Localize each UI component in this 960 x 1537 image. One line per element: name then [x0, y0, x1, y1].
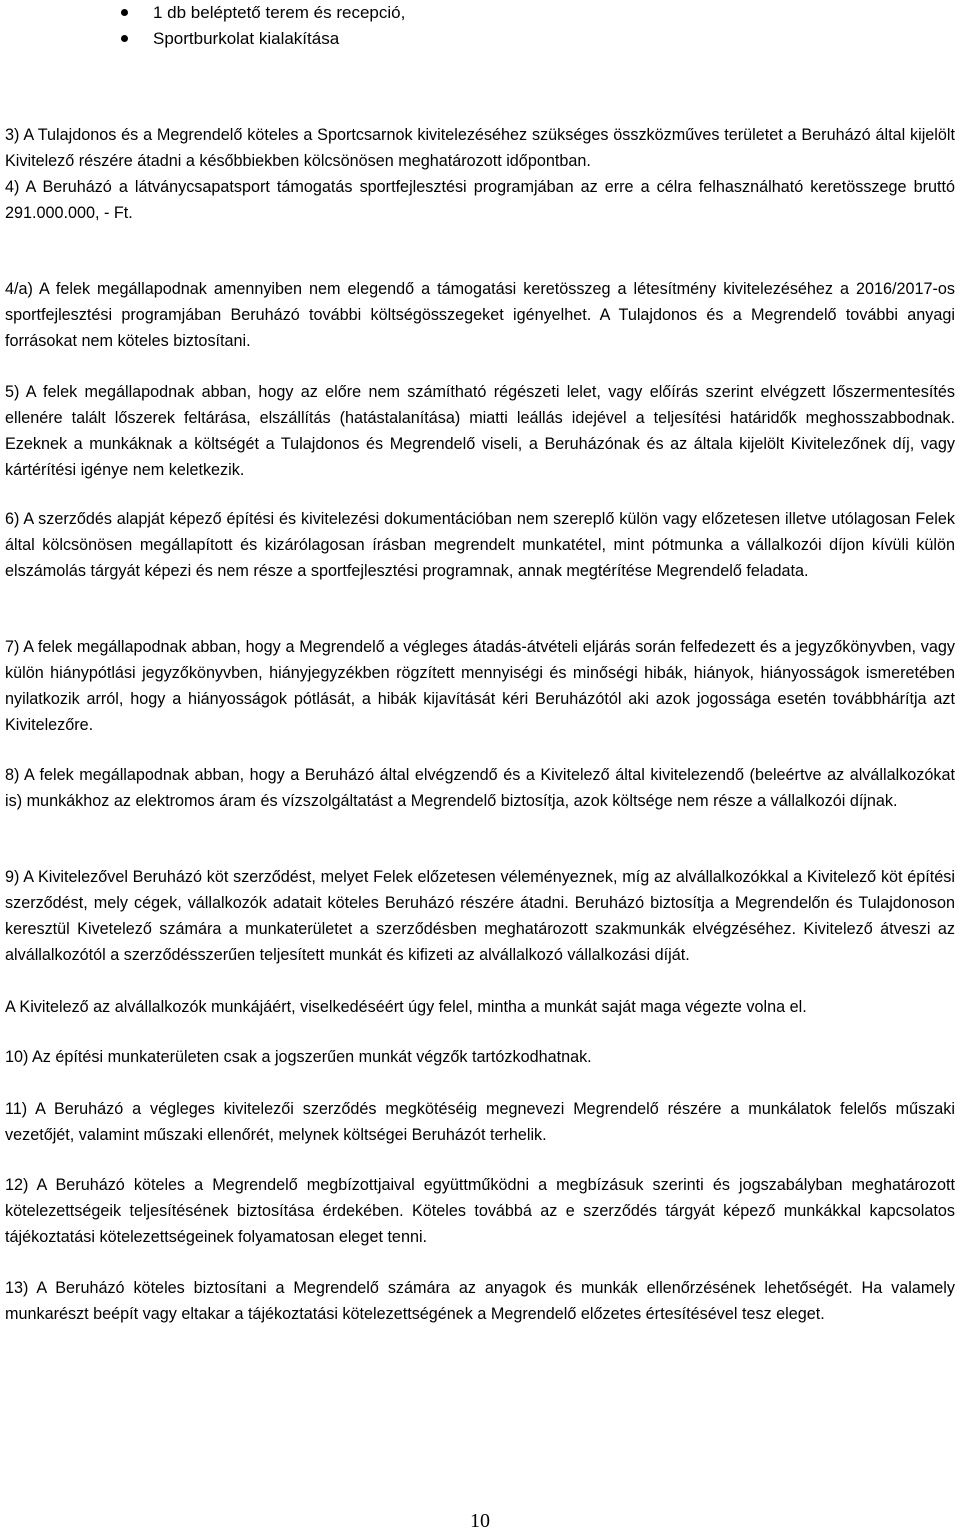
paragraph-12: 12) A Beruházó köteles a Megrendelő megbízottjaival együttműködni a megbízásuk szerinti és jogszabályban meghatározott kötelezettségeik teljesítésének biztosítása érdekében. Köteles továbbá az e szerződés tárgyát képező munkákkal kapcsolatos tájékoztatási kötelezettségeinek folyamatosan eleget tenni.: [5, 1176, 955, 1246]
paragraph-4a: 4/a) A felek megállapodnak amennyiben nem elegendő a támogatási keretösszeg a létesítmény kivitelezéséhez a 2016/2017-os sportfejlesztési programjában Beruházó további költségösszegeket igényelhet. A Tulajdonos és a Megrendelő további anyagi forrásokat nem köteles biztosítani.: [5, 280, 955, 350]
list-item: [5, 0, 955, 26]
list-item-text: Sportburkolat kialakítása: [153, 29, 340, 48]
list-item-text: 1 db beléptető terem és recepció,: [153, 3, 406, 22]
paragraph-10: 10) Az építési munkaterületen csak a jogszerűen munkát végzők tartózkodhatnak.: [5, 1048, 592, 1066]
paragraph-5: 5) A felek megállapodnak abban, hogy az előre nem számítható régészeti lelet, vagy előírás szerint elvégzett lőszermentesítés ellenére talált lőszerek feltárása, elszállítás (hatástalanítása) miatti leállás idejével a teljesítési határidők meghosszabbodnak. Ezeknek a munkáknak a költségét a Tulajdonos és Megrendelő viseli, a Beruházónak és az általa kijelölt Kivitelezőnek díj, vagy kártérítési igénye nem keletkezik.: [5, 383, 955, 479]
bullet-list: [5, 0, 955, 52]
paragraph-13: 13) A Beruházó köteles biztosítani a Megrendelő számára az anyagok és munkák ellenőrzésének lehetőségét. Ha valamely munkarészt beépít vagy eltakar a tájékoztatási kötelezettségének a Megrendelő előzetes értesítésével tesz eleget.: [5, 1279, 955, 1323]
paragraph-8: 8) A felek megállapodnak abban, hogy a Beruházó által elvégzendő és a Kivitelező által kivitelezendő (beleértve az alvállalkozókat is) munkákhoz az elektromos áram és vízszolgáltatást a Megrendelő biztosítja, azok költsége nem része a vállalkozói díjnak.: [5, 766, 955, 810]
page-number: 10: [470, 1510, 490, 1532]
paragraph-9: 9) A Kivitelezővel Beruházó köt szerződést, melyet Felek előzetesen véleményeznek, míg az alvállalkozókkal a Kivitelező köt építési szerződést, mely cégek, vállalkozók adatait köteles Beruházó részére átadni. Beruházó biztosítja a Megrendelőn és Tulajdonoson keresztül Kivetelező számára a munkaterületet a szerződésben meghatározott szakmunkák elvégzéséhez. Kivitelező átveszi az alvállalkozótól a szerződésszerűen teljesített munkát és kifizeti az alvállalkozó vállalkozási díját.: [5, 868, 955, 964]
bullet-icon: [121, 35, 128, 42]
paragraph-4: 4) A Beruházó a látványcsapatsport támogatás sportfejlesztési programjában az erre a célra felhasználható keretösszege bruttó 291.000.000, - Ft.: [5, 178, 955, 222]
bullet-icon: [121, 9, 128, 16]
list-item: [5, 26, 955, 52]
paragraph-7: 7) A felek megállapodnak abban, hogy a Megrendelő a végleges átadás-átvételi eljárás során felfedezett és a jegyzőkönyvben, vagy külön hiánypótlási jegyzőkönyvben, hiányjegyzékben rögzített mennyiségi és minőségi hibák, hiányok, hiányosságok ismeretében nyilatkozik arról, hogy a hiányosságok pótlását, a hibák kijavítását kéri Beruházótól aki azok jogossága esetén továbbhárítja azt Kivitelezőre.: [5, 638, 955, 734]
paragraph-3: 3) A Tulajdonos és a Megrendelő köteles a Sportcsarnok kivitelezéséhez szükséges összközműves területet a Beruházó által kijelölt Kivitelező részére átadni a későbbiekben kölcsönösen meghatározott időpontban.: [5, 126, 955, 170]
paragraph-11: 11) A Beruházó a végleges kivitelezői szerződés megkötéséig megnevezi Megrendelő részére a munkálatok felelős műszaki vezetőjét, valamint műszaki ellenőrét, melynek költségei Beruházót terhelik.: [5, 1100, 955, 1144]
paragraph-6: 6) A szerződés alapját képező építési és kivitelezési dokumentációban nem szereplő külön vagy előzetesen illetve utólagosan Felek által kölcsönösen megállapított és kizárólagosan írásban megrendelt munkatétel, mint pótmunka a vállalkozói díjon kívüli külön elszámolás tárgyát képezi és nem része a sportfejlesztési programnak, annak megtérítése Megrendelő feladata.: [5, 510, 955, 580]
paragraph-9-addendum: A Kivitelező az alvállalkozók munkájáért, viselkedéséért úgy felel, mintha a munkát saját maga végezte volna el.: [5, 998, 807, 1016]
